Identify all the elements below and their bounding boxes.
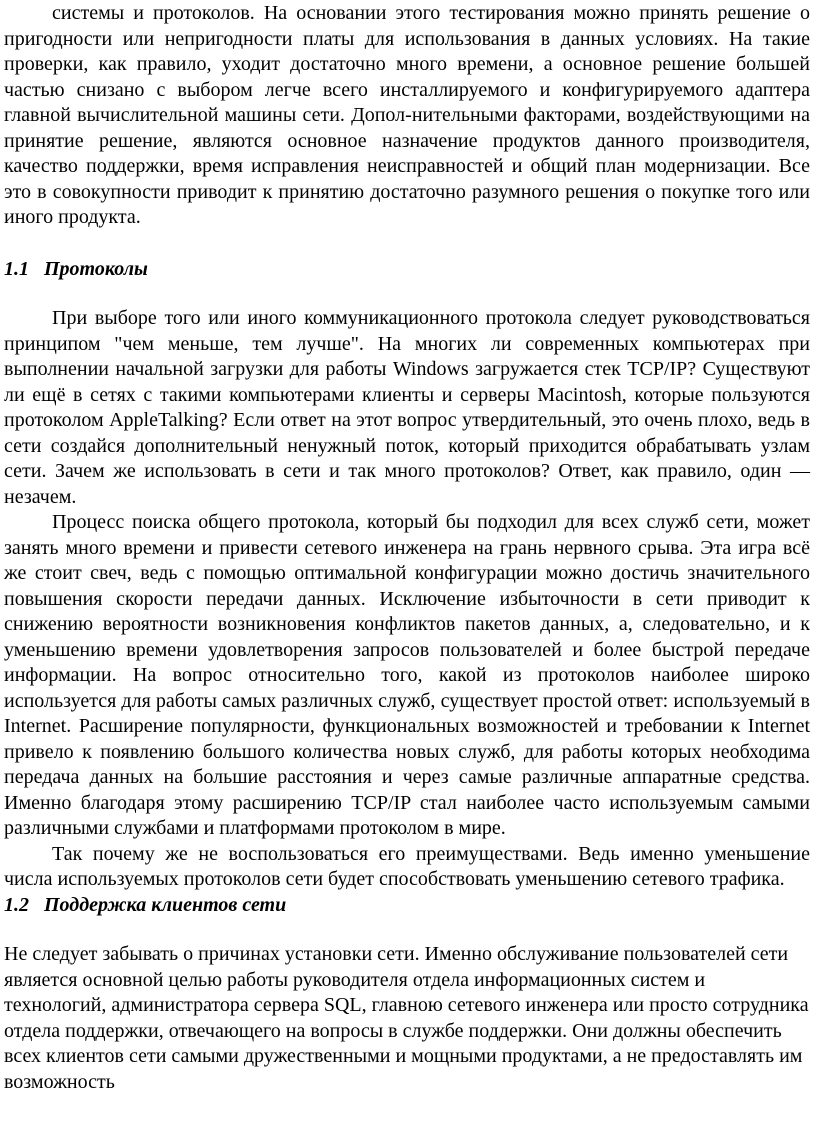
body-paragraph: Так почему же не воспользоваться его преимуществами. Ведь именно уменьшение числа используемых протоколов сети будет способствовать уменьшению сетевого трафика. bbox=[4, 842, 810, 890]
body-paragraph: Не следует забывать о причинах установки сети. Именно обслуживание пользователей сети является основной целью работы руководителя отдела информационных систем и технологий, администратора сервера SQL, главною сетевого инженера или просто сотрудника отдела поддержки, отвечающего на вопросы в службе поддержки. Они должны обеспечить всех клиентов сети самыми дружественными и мощными продуктами, а не предоставлять им возможность bbox=[4, 943, 809, 1093]
section-title: Поддержка клиентов сети bbox=[44, 893, 287, 916]
intro-paragraph: системы и протоколов. На основании этого тестирования можно принять решение о пригодности или непригодности платы для использования в данных условиях. На такие проверки, как правило, уходит достаточно много времени, а основное решение большей частью снизано с выбором легче всего инсталлируемого и конфигурируемого адаптера главной вычислительной машины сети. Допол-нительными факторами, воздействующими на принятие решение, являются основное назначение продуктов данного производителя, качество поддержки, время исправления неисправностей и общий план модернизации. Все это в совокупности приводит к принятию достаточно разумного решения о покупке того или иного продукта. bbox=[4, 2, 810, 228]
section-heading-client-support bbox=[4, 893, 810, 919]
section-number: 1.2 bbox=[4, 893, 29, 916]
section-number: 1.1 bbox=[4, 257, 29, 280]
body-paragraph: Процесс поиска общего протокола, который бы подходил для всех служб сети, может занять много времени и привести сетевого инженера на грань нервного срыва. Эта игра всё же стоит свеч, ведь с помощью оптимальной конфигурации можно достичь значительного повышения скорости передачи данных. Исключение избыточности в сети приводит к снижению вероятности возникновения конфликтов пакетов данных, а, следовательно, и к уменьшению времени удовлетворения запросов пользователей и более быстрой передаче информации. На вопрос относительно того, какой из протоколов наиболее широко используется для работы самых различных служб, существует простой ответ: используемый в Internet. Расширение популярности, функциональных возможностей и требовании к Internet привело к появлению большого количества новых служб, для работы которых необходима передача данных на большие расстояния и через самые различные аппаратные средства. Именно благодаря этому расширению TCP/IP стал наиболее часто используемым самыми различными службами и платформами протоколом в мире. bbox=[4, 511, 810, 839]
body-paragraph: При выборе того или иного коммуникационного протокола следует руководствоваться принципом "чем меньше, тем лучше". На многих ли современных компьютерах при выполнении начальной загрузки для работы Windows загружается стек TCP/IP? Существуют ли ещё в сетях с такими компьютерами клиенты и серверы Macintosh, которые пользуются протоколом AppleTalking? Если ответ на этот вопрос утвердительный, это очень плохо, ведь в сети создайся дополнительный ненужный поток, который приходится обрабатывать узлам сети. Зачем же использовать в сети и так много протоколов? Ответ, как правило, один — незачем. bbox=[4, 307, 810, 508]
document-page bbox=[4, 1, 810, 1095]
section-heading-protocols bbox=[4, 257, 810, 283]
section-title: Протоколы bbox=[44, 257, 148, 280]
